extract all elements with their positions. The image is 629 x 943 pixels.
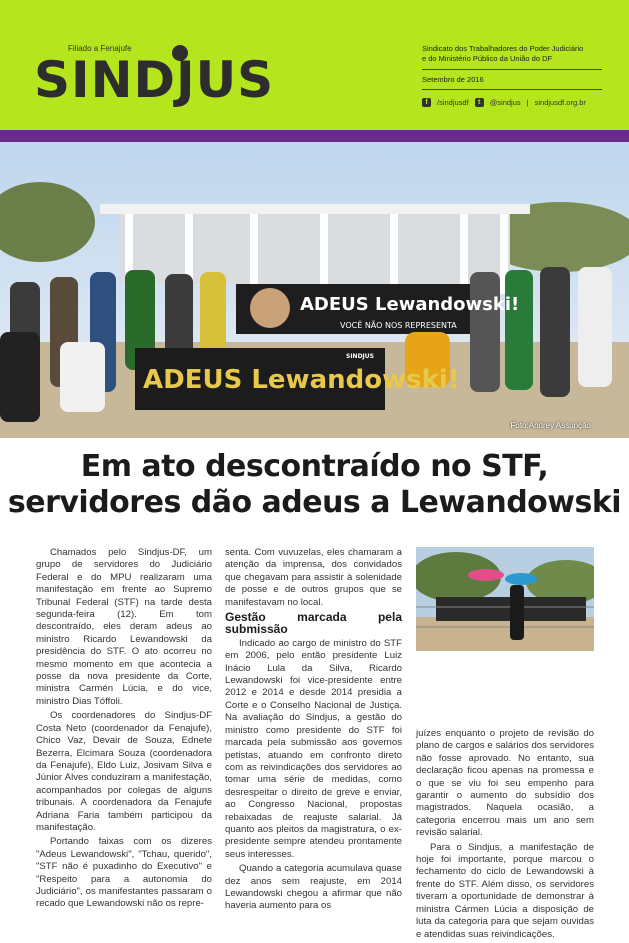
headline-line2: servidores dão adeus a Lewandowski bbox=[7, 485, 622, 520]
divider bbox=[422, 69, 602, 70]
facebook-link[interactable]: /sindjusdf bbox=[437, 98, 469, 107]
secondary-photo bbox=[416, 547, 594, 651]
paragraph: Portando faixas com os dizeres "Adeus Lewandowski", "Tchau, querido", "STF não é puxadinho do Executivo" e "Respeito para a autonomia do Judiciário", os manifestantes passaram o recado que Lewandowski não os repre- bbox=[36, 836, 212, 910]
main-photo bbox=[0, 142, 629, 438]
issue-date: Setembro de 2016 bbox=[422, 75, 484, 84]
section-subheading: Gestão marcada pela submissão bbox=[225, 610, 402, 637]
headline-line1: Em ato descontraído no STF, bbox=[80, 449, 549, 484]
paragraph: senta. Com vuvuzelas, eles chamaram a atenção da imprensa, dos convidados que chegavam para assistir à solenidade de posse e de outros grupos que se manifestavam no local. bbox=[225, 547, 402, 608]
affiliation-label: Filiado a Fenajufe bbox=[68, 44, 132, 53]
paragraph: Para o Sindjus, a manifestação de hoje foi importante, porque marcou o fechamento do ciclo de Lewandowski à frente do STF. Além disso, os servidores tiveram a oportunidade de demonstrar à ministra Cármen Lúcia a disposição de luta da categoria para que sejam ouvidas e atendidas suas reivindicações. bbox=[416, 841, 594, 940]
paragraph: Quando a categoria acumulava quase dez anos sem reajuste, em 2014 Lewandowski chegou a afirmar que não haveria aumento para os bbox=[225, 863, 402, 912]
social-links bbox=[422, 98, 586, 107]
paragraph: Chamados pelo Sindjus-DF, um grupo de servidores do Judiciário Federal e do MPU realizaram uma manifestação em frente ao Supremo Tribunal Federal (STF) na tarde desta segunda-feira (12). Em tom descontraído, eles deram adeus ao ministro Ricardo Lewandowski da presidência do STF. O ato ocorreu no mesmo momento em que acontecia a posse da nova presidente da Corte, ministra Carmén Lúcia, e do vice, ministro Dias Tóffoli. bbox=[36, 547, 212, 707]
sindjus-logo: SINDJUS bbox=[34, 51, 275, 109]
building bbox=[120, 214, 510, 284]
building-roof bbox=[100, 204, 530, 214]
person bbox=[0, 332, 40, 422]
ground bbox=[416, 617, 594, 651]
umbrella bbox=[468, 569, 504, 581]
headline bbox=[0, 449, 629, 521]
org-name-line2: e do Ministério Público da União do DF bbox=[422, 54, 553, 63]
accent-bar bbox=[0, 130, 629, 142]
article-column-1 bbox=[36, 547, 212, 913]
paragraph: juízes enquanto o projeto de revisão do plano de cargos e salários dos servidores não fosse aprovado. No entanto, sua declaração ficou apenas na promessa e o que se viu foi seu empenho para garantir o aumento do subsídio dos magistrados. Naquela ocasião, a categoria encerrou mais um ano sem revisão salarial. bbox=[416, 728, 594, 839]
banner-front-logo: SINDJUS bbox=[346, 353, 374, 360]
separator: | bbox=[526, 98, 529, 107]
photo-credit: Foto:Andrey Assunção bbox=[510, 421, 591, 430]
twitter-icon: t bbox=[475, 98, 484, 107]
banner-back-subtext: VOCÊ NÃO NOS REPRESENTA bbox=[340, 321, 457, 330]
umbrella bbox=[505, 573, 537, 585]
person bbox=[510, 585, 524, 640]
divider bbox=[422, 89, 602, 90]
article-column-3 bbox=[416, 728, 594, 943]
facebook-icon: f bbox=[422, 98, 431, 107]
article-column-2 bbox=[225, 547, 402, 915]
org-name-line1: Sindicato dos Trabalhadores do Poder Judiciário bbox=[422, 44, 584, 53]
banner-front-text: ADEUS Lewandowski! bbox=[143, 365, 460, 395]
twitter-link[interactable]: @sindjus bbox=[489, 98, 521, 107]
banner-back-text: ADEUS Lewandowski! bbox=[300, 294, 520, 315]
website-link[interactable]: sindjusdf.org.br bbox=[534, 98, 586, 107]
masthead bbox=[0, 0, 629, 130]
person bbox=[60, 342, 105, 412]
paragraph: Os coordenadores do Sindjus-DF Costa Neto (coordenador da Fenajufe), Chico Vaz, Devair de Souza, Ednete Bezerra, Elcimara Souza (coordenadora da Fenajufe), Eldo Luiz, Josivam Silva e Júnior Alves conduziram a manifestação, acompanhados por colegas de alguns tribunais. A coordenadora da Fenajufe Adriana Faria também participou da manifestação. bbox=[36, 710, 212, 833]
org-info bbox=[422, 44, 622, 95]
banner-portrait bbox=[250, 288, 290, 328]
paragraph: Indicado ao cargo de ministro do STF em 2006, pelo então presidente Luiz Inácio Lula da Silva, Ricardo Lewandowski foi vice-presidente entre 2012 e 2014 e desde 2014 presidia a Corte e o Conselho Nacional de Justiça. Na avaliação do Sindjus, a gestão do ministro como presidente do STF foi marcada pela submissão aos governos petistas, atuando em confronto direto com as reivindicações dos servidores ao tomar uma série de medidas, como desrespeitar o direito de greve e enviar, ao Congresso Nacional, propostas rebaixadas de reajuste salarial. Já quanto aos pleitos da magistratura, o ex-presidente sempre atendeu prontamente seus interesses. bbox=[225, 637, 402, 860]
